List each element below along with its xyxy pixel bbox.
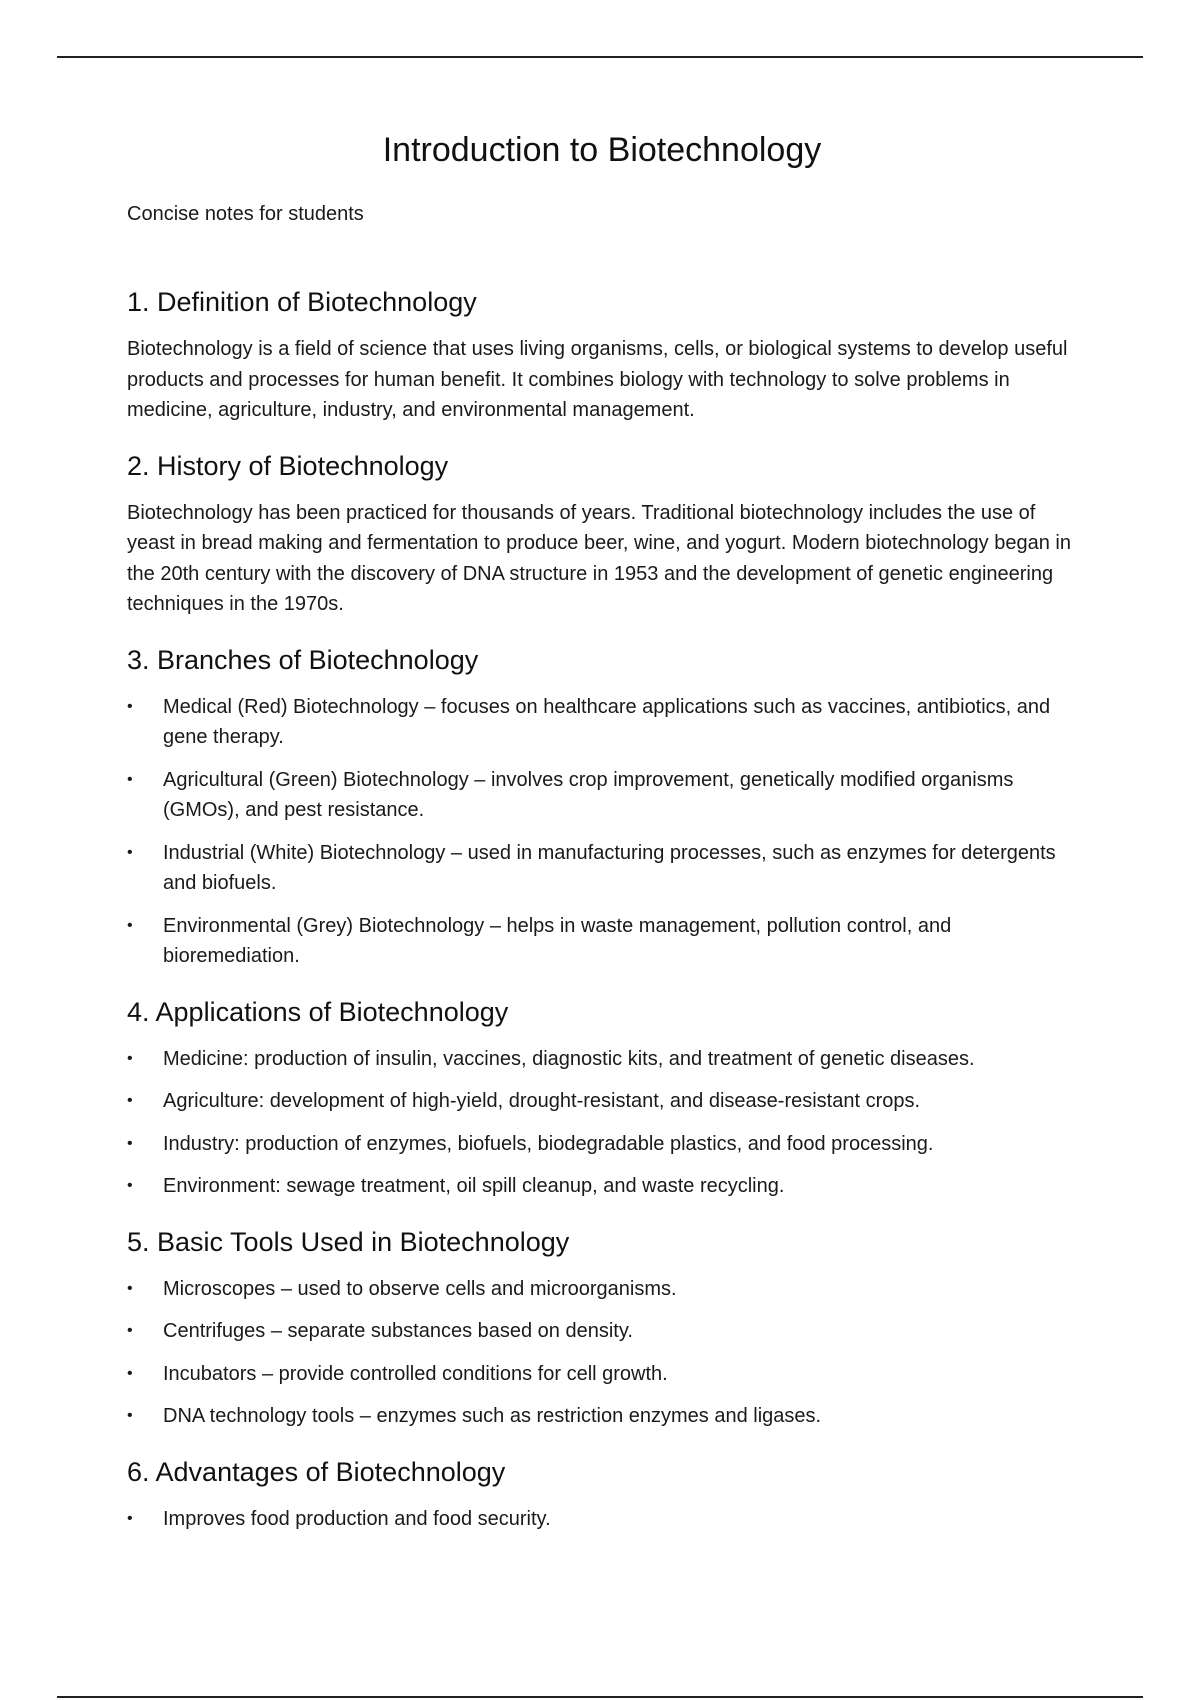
section-heading: 3. Branches of Biotechnology bbox=[127, 644, 479, 675]
page-title: Introduction to Biotechnology bbox=[382, 131, 822, 169]
list-item-text: Medical (Red) Biotechnology – focuses on healthcare applications such as vaccines, antibiotics, and gene therapy. bbox=[163, 695, 1051, 748]
list-item bbox=[127, 765, 1077, 826]
bullet-icon: • bbox=[127, 1177, 133, 1194]
section-paragraph: Biotechnology is a field of science that uses living organisms, cells, or biological systems to develop useful products and processes for human benefit. It combines biology with technology to solve problems in medicine, agriculture, industry, and environmental management. bbox=[127, 338, 1068, 421]
list-item-text: Agricultural (Green) Biotechnology – involves crop improvement, genetically modified organisms (GMOs), and pest resistance. bbox=[163, 768, 1014, 821]
list-item-text: DNA technology tools – enzymes such as restriction enzymes and ligases. bbox=[163, 1405, 822, 1427]
section-applications bbox=[127, 994, 1077, 1202]
list-item bbox=[127, 1044, 1077, 1075]
bullet-list bbox=[127, 1504, 1077, 1535]
list-item-text: Environment: sewage treatment, oil spill cleanup, and waste recycling. bbox=[163, 1175, 785, 1197]
list-item bbox=[127, 1129, 1077, 1160]
list-item-text: Improves food production and food security. bbox=[163, 1507, 551, 1530]
section-advantages bbox=[127, 1454, 1077, 1535]
list-item-text: Industry: production of enzymes, biofuels, biodegradable plastics, and food processing. bbox=[163, 1132, 934, 1155]
bullet-icon: • bbox=[127, 697, 133, 715]
bullet-list bbox=[127, 1274, 1077, 1432]
bullet-icon: • bbox=[127, 1407, 133, 1424]
bullet-icon: • bbox=[127, 1322, 133, 1339]
bullet-icon: • bbox=[127, 843, 133, 861]
bullet-icon: • bbox=[127, 1509, 133, 1527]
document-page bbox=[127, 120, 1077, 1534]
section-paragraph: Biotechnology has been practiced for thousands of years. Traditional biotechnology includes the use of yeast in bread making and fermentation to produce beer, wine, and yogurt. Modern biotechnology began in the 20th century with the discovery of DNA structure in 1953 and the development of genetic engineering techniques in the 1970s. bbox=[127, 501, 1071, 615]
list-item bbox=[127, 838, 1077, 899]
top-rule bbox=[57, 56, 1143, 58]
list-item-text: Centrifuges – separate substances based on density. bbox=[163, 1320, 633, 1342]
list-item bbox=[127, 1401, 1077, 1432]
section-heading: 5. Basic Tools Used in Biotechnology bbox=[127, 1226, 570, 1257]
list-item-text: Microscopes – used to observe cells and microorganisms. bbox=[163, 1277, 677, 1300]
section-heading: 2. History of Biotechnology bbox=[127, 450, 449, 481]
section-tools bbox=[127, 1224, 1077, 1432]
list-item bbox=[127, 692, 1077, 753]
bullet-icon: • bbox=[127, 1092, 133, 1109]
list-item bbox=[127, 1316, 1077, 1347]
list-item bbox=[127, 1086, 1077, 1117]
bullet-list bbox=[127, 692, 1077, 972]
bullet-icon: • bbox=[127, 916, 133, 934]
list-item bbox=[127, 911, 1077, 972]
bottom-rule bbox=[57, 1696, 1143, 1698]
bullet-icon: • bbox=[127, 1049, 133, 1067]
bullet-icon: • bbox=[127, 1364, 133, 1382]
list-item-text: Agriculture: development of high-yield, drought-resistant, and disease-resistant crops. bbox=[163, 1090, 921, 1112]
page-subtitle: Concise notes for students bbox=[127, 203, 364, 225]
list-item bbox=[127, 1504, 1077, 1535]
list-item bbox=[127, 1274, 1077, 1305]
list-item-text: Environmental (Grey) Biotechnology – helps in waste management, pollution control, and bioremediation. bbox=[163, 914, 952, 967]
bullet-icon: • bbox=[127, 1134, 133, 1152]
list-item-text: Industrial (White) Biotechnology – used in manufacturing processes, such as enzymes for detergents and biofuels. bbox=[163, 841, 1056, 894]
section-history bbox=[127, 448, 1077, 620]
list-item-text: Medicine: production of insulin, vaccines, diagnostic kits, and treatment of genetic diseases. bbox=[163, 1047, 975, 1070]
list-item bbox=[127, 1171, 1077, 1202]
section-heading: 1. Definition of Biotechnology bbox=[127, 287, 477, 317]
section-branches bbox=[127, 642, 1077, 972]
bullet-icon: • bbox=[127, 1279, 133, 1297]
section-heading: 4. Applications of Biotechnology bbox=[127, 996, 509, 1027]
section-definition bbox=[127, 284, 1077, 426]
list-item-text: Incubators – provide controlled conditions for cell growth. bbox=[163, 1362, 668, 1385]
list-item bbox=[127, 1359, 1077, 1390]
bullet-list bbox=[127, 1044, 1077, 1202]
bullet-icon: • bbox=[127, 770, 133, 788]
section-heading: 6. Advantages of Biotechnology bbox=[127, 1456, 506, 1487]
